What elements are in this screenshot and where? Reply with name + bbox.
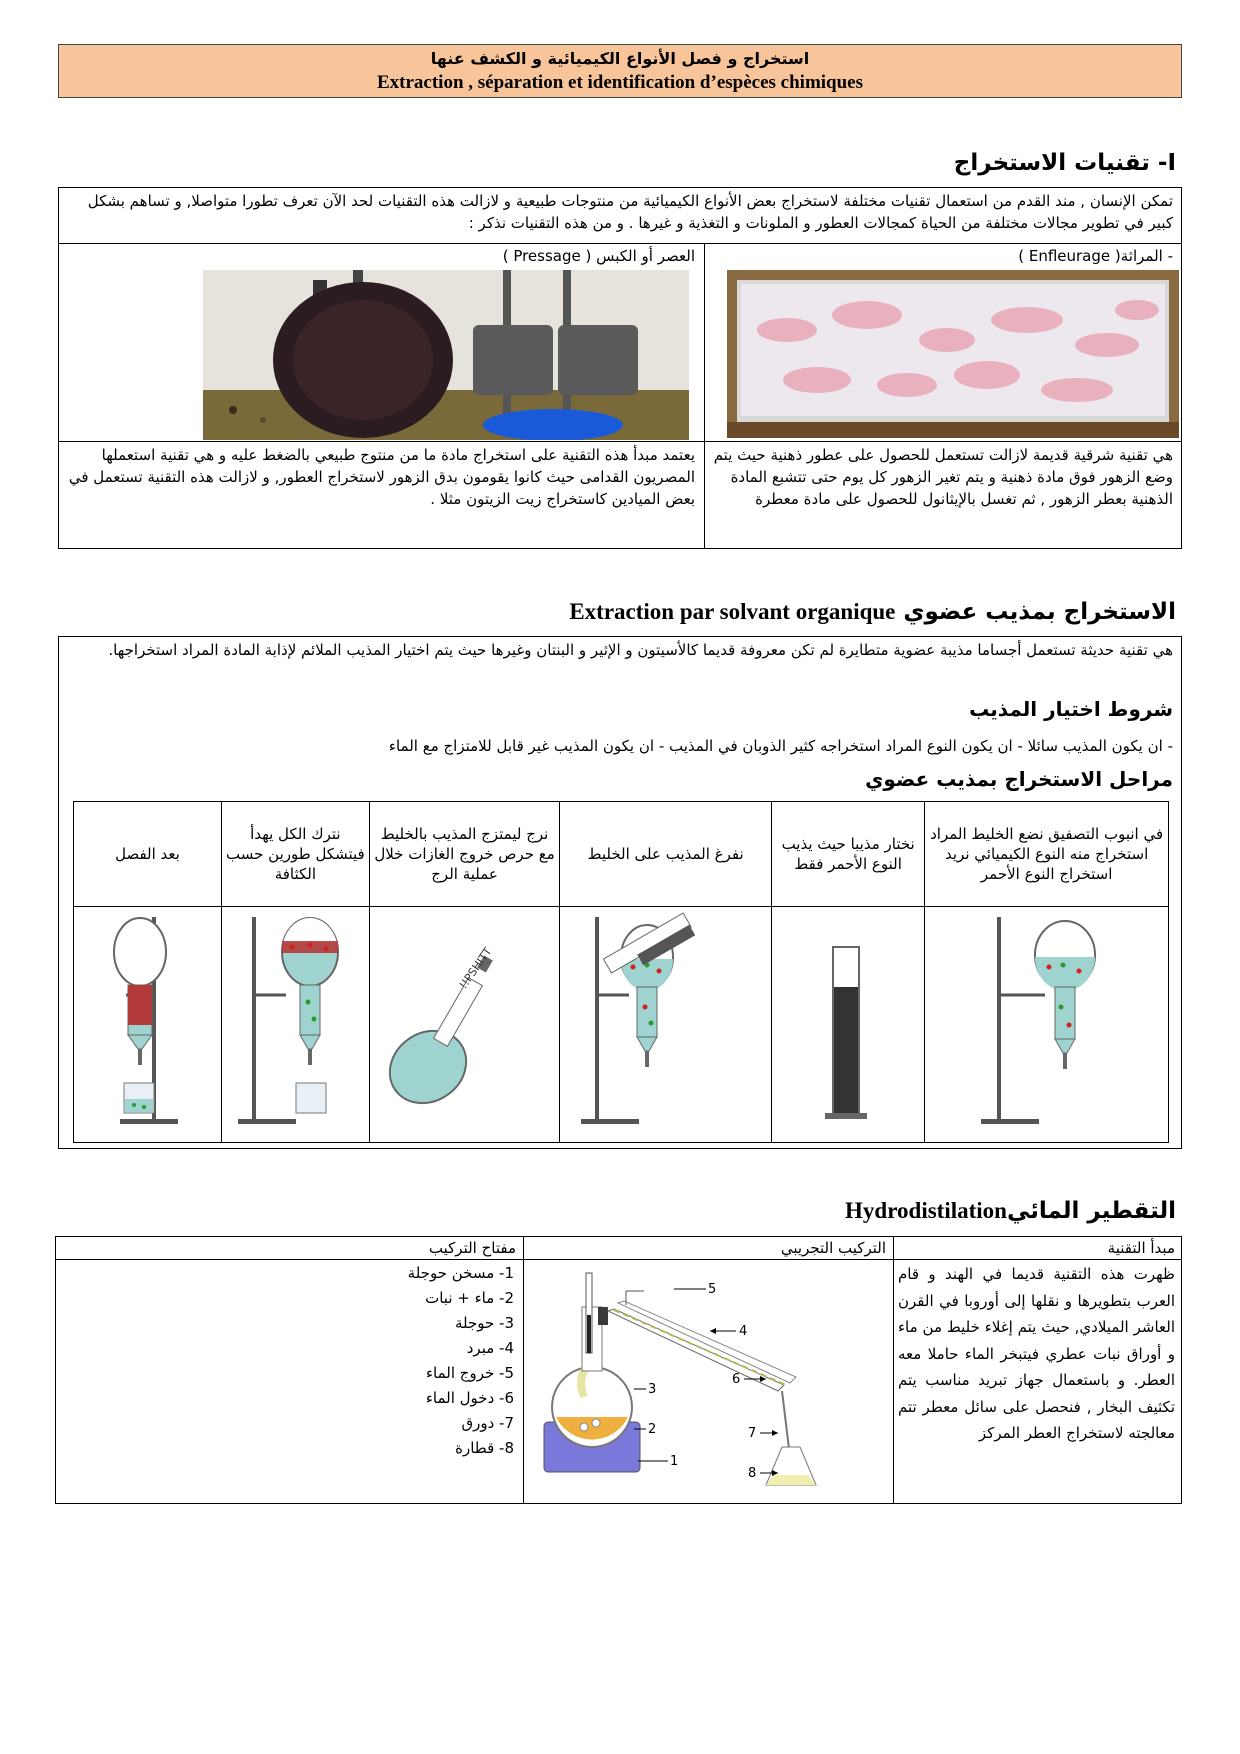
- principle-text: ظهرت هذه التقنية قديما في الهند و قام العرب بتطويرها و نقلها إلى أوروبا في القرن العاشر الميلادي, حيث يتم إغلاء خليط من ماء و أوراق نبات عطري فيتبخر الماء حاملا معه العطر. و باستعمال جهاز تبريد مناسب يتم تكثيف البخار , فنحصل على سائل معطر تتم معالجته لاستخراج العطر المركز: [898, 1265, 1175, 1442]
- pshitt-text: PSHITT!!: [456, 945, 495, 992]
- diagram-number-2: 2: [648, 1422, 657, 1437]
- step-3-text: نفرغ المذيب على الخليط: [560, 802, 772, 907]
- step-3-image: [560, 907, 772, 1143]
- step-1-text: في انبوب التصفيق نضع الخليط المراد استخراج منه النوع الكيميائي نريد استخراج النوع الأحمر: [925, 802, 1169, 907]
- diagram-number-8: 8: [748, 1466, 757, 1481]
- enfleurage-description: هي تقنية شرقية قديمة لازالت تستعمل للحصول على عطور ذهنية حيث يتم وضع الزهور فوق مادة ذهنية و يتم تغير الزهور كل يوم حتى تتشبع المادة الذهنية بعطر الزهور , ثم تغسل بالإيثانول للحصول على مادة معطرة: [713, 446, 1173, 508]
- diagram-number-3: 3: [648, 1382, 657, 1397]
- step-1-image: [925, 907, 1169, 1143]
- section1-intro: تمكن الإنسان , مند القدم من استعمال تقنيات مختلفة لاستخراج بعض الأنواع الكيميائية من منتوجات طبيعية و لازالت هذه التقنيات لحد الآن تعرف تطورا متواصلا, و تساهم بشكل كبير في تطوير مجالات مختلفة من الحياة كمجالات العطور و الملونات و التغذية و غيرها . و من هذه التقنيات نذكر :: [87, 192, 1173, 232]
- step-2-image: [772, 907, 925, 1143]
- diagram-number-4: 4: [739, 1324, 748, 1339]
- diagram-number-6: 6: [732, 1372, 741, 1387]
- step-4-image: [369, 907, 559, 1143]
- section1-table: [58, 187, 1182, 549]
- section3-table: [55, 1236, 1182, 1504]
- section1-heading: I- تقنيات الاستخراج: [953, 150, 1176, 176]
- section2-heading: [569, 599, 1176, 625]
- diagram-number-1: 1: [670, 1454, 679, 1469]
- conditions-title: شروط اختيار المذيب: [969, 697, 1173, 721]
- step-6-image: [74, 907, 222, 1143]
- section3-heading: [845, 1198, 1176, 1224]
- section2-box: [58, 636, 1182, 1149]
- key-item-5: 5- خروج الماء: [425, 1364, 514, 1382]
- title-french: Extraction , séparation et identification d’espèces chimiques: [376, 72, 864, 93]
- conditions-text: - ان يكون المذيب سائلا - ان يكون النوع المراد استخراجه كثير الذوبان في المذيب - ان يكون المذيب غير قابل للامتزاج مع الماء: [388, 737, 1173, 755]
- key-item-4: 4- مبرد: [466, 1339, 514, 1357]
- diagram-number-7: 7: [748, 1426, 757, 1441]
- step-5-image: [221, 907, 369, 1143]
- steps-title: مراحل الاستخراج بمذيب عضوي: [865, 767, 1173, 791]
- section2-intro: هي تقنية حديثة تستعمل أجساما مذيبة عضوية متطايرة لم تكن معروفة قديما كالأسيتون و الإثير و البنتان وغيرها حيث يتم اختيار المذيب الملائم لإذابة المادة المراد استخراجها.: [108, 641, 1173, 659]
- key-item-6: 6- دخول الماء: [425, 1389, 514, 1407]
- pressage-description: يعتمد مبدأ هذه التقنية على استخراج مادة ما من منتوج طبيعي بالضغط عليه و هي تقنية استعملها المصريون القدامى حيث كانوا يقومون بدق الزهور لاستخراج العطور, و لازالت هذه التقنية تستعمل في بعض الميادين كاستخراج زيت الزيتون مثلا .: [68, 446, 695, 508]
- section2-heading-ar: الاستخراج بمذيب عضوي: [903, 599, 1176, 625]
- step-6-text: بعد الفصل: [74, 802, 222, 907]
- pressage-image: [203, 270, 689, 440]
- col-principle-header: مبدأ التقنية: [1107, 1239, 1175, 1257]
- title-box: [58, 44, 1182, 98]
- pressage-label: العصر أو الكبس ( Pressage ): [502, 247, 695, 265]
- hydrodistillation-diagram: [534, 1267, 884, 1497]
- key-item-2: 2- ماء + نبات: [425, 1289, 514, 1307]
- section2-heading-fr: Extraction par solvant organique: [569, 599, 896, 624]
- key-list: [60, 1261, 514, 1461]
- key-item-1: 1- مسخن حوجلة: [407, 1264, 514, 1282]
- step-2-text: نختار مذيبا حيث يذيب النوع الأحمر فقط: [772, 802, 925, 907]
- step-4-text: نرج ليمتزج المذيب بالخليط مع حرص خروج الغازات خلال عملية الرج: [369, 802, 559, 907]
- step-5-text: نترك الكل يهدأ فيتشكل طورين حسب الكثافة: [221, 802, 369, 907]
- enfleurage-label: - المراثة( Enfleurage ): [1018, 247, 1173, 265]
- section3-heading-fr: Hydrodistilation: [845, 1198, 1007, 1223]
- steps-table: [73, 801, 1169, 1143]
- title-arabic: استخراج و فصل الأنواع الكيميائية و الكشف عنها: [430, 49, 810, 68]
- diagram-number-5: 5: [708, 1282, 717, 1297]
- key-item-7: 7- دورق: [461, 1414, 514, 1432]
- key-item-8: 8- قطارة: [455, 1439, 514, 1457]
- section3-heading-ar: التقطير المائي: [1006, 1198, 1176, 1224]
- enfleurage-image: [727, 270, 1179, 438]
- key-item-3: 3- حوجلة: [454, 1314, 514, 1332]
- col-setup-header: التركيب التجريبي: [780, 1239, 886, 1257]
- col-key-header: مفتاح التركيب: [428, 1239, 516, 1257]
